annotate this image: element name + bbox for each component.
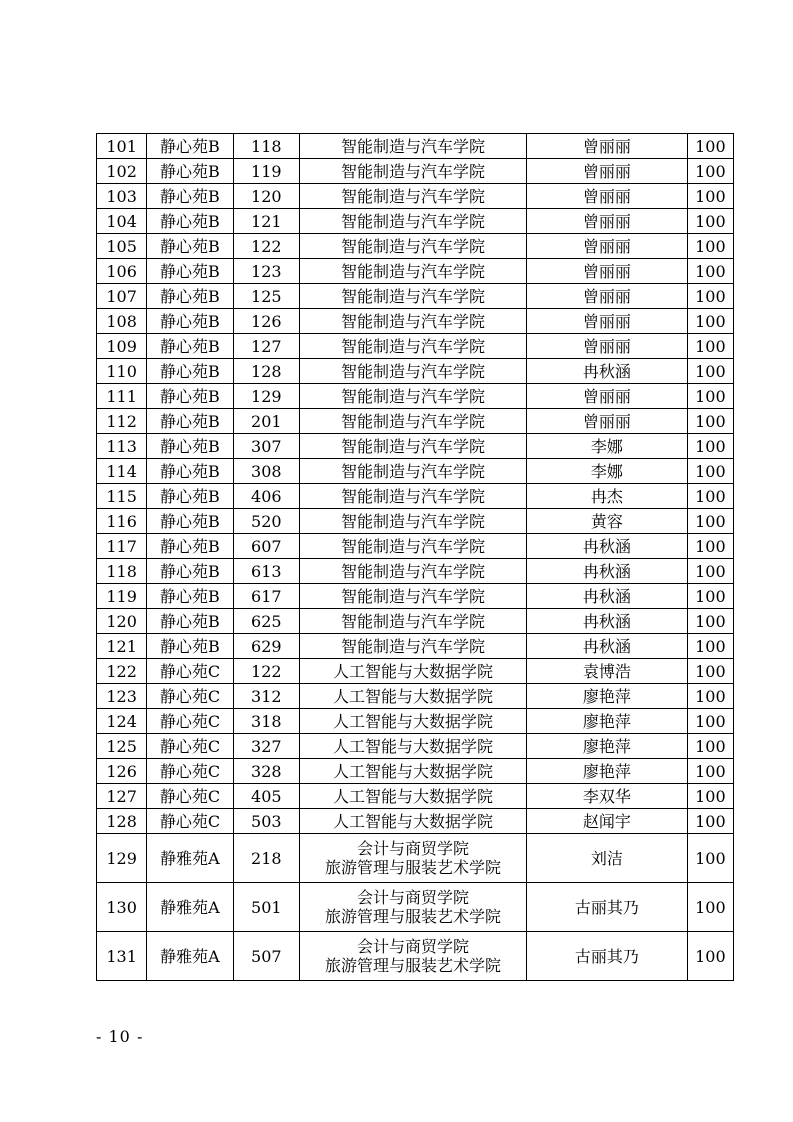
cell-number: 109 (97, 334, 147, 359)
cell-number: 110 (97, 359, 147, 384)
college-line: 人工智能与大数据学院 (332, 686, 493, 706)
cell-manager: 刘洁 (527, 834, 688, 883)
college-line: 智能制造与汽车学院 (340, 311, 485, 331)
college-line: 智能制造与汽车学院 (340, 336, 485, 356)
table-row (97, 459, 734, 484)
cell-manager: 曾丽丽 (527, 234, 688, 259)
table-row (97, 159, 734, 184)
cell-building: 静心苑B (147, 159, 233, 184)
cell-number: 107 (97, 284, 147, 309)
cell-building: 静心苑B (147, 359, 233, 384)
table-row (97, 409, 734, 434)
cell-manager: 冉秋涵 (527, 634, 688, 659)
cell-score: 100 (687, 259, 733, 284)
college-line: 人工智能与大数据学院 (332, 811, 493, 831)
college-line: 智能制造与汽车学院 (340, 361, 485, 381)
cell-score: 100 (687, 932, 733, 981)
table-row (97, 234, 734, 259)
dormitory-score-table (96, 133, 734, 981)
cell-building: 静心苑B (147, 534, 233, 559)
cell-manager: 冉秋涵 (527, 534, 688, 559)
cell-number: 131 (97, 932, 147, 981)
table-row (97, 209, 734, 234)
cell-college (299, 484, 526, 509)
cell-manager: 廖艳萍 (527, 684, 688, 709)
cell-building: 静心苑B (147, 609, 233, 634)
cell-score: 100 (687, 734, 733, 759)
cell-college (299, 559, 526, 584)
table-row (97, 932, 734, 981)
cell-room: 507 (233, 932, 299, 981)
table-row (97, 384, 734, 409)
cell-manager: 袁博浩 (527, 659, 688, 684)
table-body (97, 134, 734, 981)
college-line: 智能制造与汽车学院 (340, 161, 485, 181)
table-row (97, 734, 734, 759)
cell-college (299, 409, 526, 434)
college-line: 智能制造与汽车学院 (340, 486, 485, 506)
cell-score: 100 (687, 534, 733, 559)
college-line: 智能制造与汽车学院 (340, 536, 485, 556)
cell-room: 120 (233, 184, 299, 209)
cell-manager: 冉秋涵 (527, 359, 688, 384)
cell-building: 静心苑B (147, 634, 233, 659)
cell-room: 118 (233, 134, 299, 159)
cell-score: 100 (687, 184, 733, 209)
table-row (97, 659, 734, 684)
cell-number: 103 (97, 184, 147, 209)
cell-number: 125 (97, 734, 147, 759)
cell-manager: 李娜 (527, 459, 688, 484)
cell-score: 100 (687, 484, 733, 509)
college-line: 智能制造与汽车学院 (340, 461, 485, 481)
cell-number: 114 (97, 459, 147, 484)
cell-building: 静心苑B (147, 284, 233, 309)
cell-room: 318 (233, 709, 299, 734)
college-line: 智能制造与汽车学院 (340, 511, 485, 531)
cell-building: 静心苑B (147, 409, 233, 434)
cell-number: 101 (97, 134, 147, 159)
cell-number: 102 (97, 159, 147, 184)
college-line: 人工智能与大数据学院 (332, 761, 493, 781)
cell-number: 122 (97, 659, 147, 684)
college-line: 智能制造与汽车学院 (340, 611, 485, 631)
cell-college (299, 159, 526, 184)
table-row (97, 134, 734, 159)
table-row (97, 883, 734, 932)
cell-building: 静心苑C (147, 809, 233, 834)
cell-manager: 冉秋涵 (527, 584, 688, 609)
table-row (97, 709, 734, 734)
cell-score: 100 (687, 684, 733, 709)
cell-manager: 曾丽丽 (527, 209, 688, 234)
cell-room: 625 (233, 609, 299, 634)
cell-college (299, 734, 526, 759)
cell-building: 静雅苑A (147, 932, 233, 981)
cell-room: 129 (233, 384, 299, 409)
cell-room: 520 (233, 509, 299, 534)
cell-manager: 廖艳萍 (527, 759, 688, 784)
table-row (97, 284, 734, 309)
cell-building: 静心苑B (147, 334, 233, 359)
table-row (97, 584, 734, 609)
cell-manager: 曾丽丽 (527, 259, 688, 284)
cell-score: 100 (687, 134, 733, 159)
college-line: 智能制造与汽车学院 (340, 411, 485, 431)
cell-college (299, 134, 526, 159)
cell-room: 122 (233, 234, 299, 259)
college-line: 智能制造与汽车学院 (340, 236, 485, 256)
cell-number: 111 (97, 384, 147, 409)
cell-college (299, 809, 526, 834)
cell-room: 607 (233, 534, 299, 559)
cell-room: 123 (233, 259, 299, 284)
cell-manager: 冉杰 (527, 484, 688, 509)
college-line: 智能制造与汽车学院 (340, 211, 485, 231)
college-line: 智能制造与汽车学院 (340, 286, 485, 306)
table-row (97, 809, 734, 834)
table-row (97, 434, 734, 459)
cell-number: 106 (97, 259, 147, 284)
cell-room: 406 (233, 484, 299, 509)
cell-building: 静心苑B (147, 384, 233, 409)
cell-room: 127 (233, 334, 299, 359)
cell-building: 静心苑B (147, 484, 233, 509)
cell-room: 629 (233, 634, 299, 659)
cell-score: 100 (687, 759, 733, 784)
cell-room: 128 (233, 359, 299, 384)
cell-building: 静心苑B (147, 259, 233, 284)
table-row (97, 684, 734, 709)
cell-college (299, 184, 526, 209)
college-line: 旅游管理与服装艺术学院 (324, 956, 501, 975)
cell-score: 100 (687, 234, 733, 259)
cell-score: 100 (687, 434, 733, 459)
cell-room: 327 (233, 734, 299, 759)
cell-number: 108 (97, 309, 147, 334)
cell-building: 静雅苑A (147, 883, 233, 932)
cell-building: 静心苑C (147, 784, 233, 809)
cell-college (299, 932, 526, 981)
cell-room: 201 (233, 409, 299, 434)
cell-college (299, 459, 526, 484)
cell-college (299, 634, 526, 659)
table-row (97, 509, 734, 534)
cell-score: 100 (687, 834, 733, 883)
cell-room: 218 (233, 834, 299, 883)
cell-manager: 曾丽丽 (527, 334, 688, 359)
cell-room: 121 (233, 209, 299, 234)
cell-number: 124 (97, 709, 147, 734)
cell-building: 静心苑C (147, 684, 233, 709)
cell-room: 307 (233, 434, 299, 459)
cell-score: 100 (687, 459, 733, 484)
cell-manager: 古丽其乃 (527, 883, 688, 932)
cell-number: 127 (97, 784, 147, 809)
cell-college (299, 609, 526, 634)
cell-manager: 赵闻宇 (527, 809, 688, 834)
cell-building: 静心苑B (147, 459, 233, 484)
cell-college (299, 384, 526, 409)
cell-room: 125 (233, 284, 299, 309)
cell-building: 静心苑C (147, 734, 233, 759)
cell-score: 100 (687, 284, 733, 309)
college-line: 智能制造与汽车学院 (340, 636, 485, 656)
table-row (97, 834, 734, 883)
cell-room: 405 (233, 784, 299, 809)
table-row (97, 759, 734, 784)
cell-manager: 冉秋涵 (527, 609, 688, 634)
cell-college (299, 883, 526, 932)
cell-manager: 冉秋涵 (527, 559, 688, 584)
cell-manager: 曾丽丽 (527, 384, 688, 409)
table-row (97, 359, 734, 384)
cell-score: 100 (687, 384, 733, 409)
cell-college (299, 784, 526, 809)
cell-score: 100 (687, 609, 733, 634)
cell-score: 100 (687, 784, 733, 809)
cell-building: 静心苑B (147, 584, 233, 609)
cell-college (299, 659, 526, 684)
cell-college (299, 509, 526, 534)
cell-building: 静心苑B (147, 309, 233, 334)
table-row (97, 309, 734, 334)
cell-room: 613 (233, 559, 299, 584)
cell-college (299, 334, 526, 359)
college-line: 智能制造与汽车学院 (340, 386, 485, 406)
cell-room: 126 (233, 309, 299, 334)
cell-building: 静心苑B (147, 184, 233, 209)
table-row (97, 259, 734, 284)
cell-manager: 廖艳萍 (527, 709, 688, 734)
cell-score: 100 (687, 409, 733, 434)
cell-college (299, 359, 526, 384)
college-line: 智能制造与汽车学院 (340, 436, 485, 456)
cell-manager: 李双华 (527, 784, 688, 809)
cell-building: 静心苑B (147, 509, 233, 534)
college-line: 旅游管理与服装艺术学院 (324, 858, 501, 877)
cell-building: 静心苑B (147, 209, 233, 234)
cell-college (299, 834, 526, 883)
cell-number: 126 (97, 759, 147, 784)
cell-score: 100 (687, 334, 733, 359)
cell-number: 105 (97, 234, 147, 259)
cell-room: 503 (233, 809, 299, 834)
cell-score: 100 (687, 709, 733, 734)
cell-manager: 曾丽丽 (527, 184, 688, 209)
college-line: 会计与商贸学院 (356, 937, 469, 956)
cell-college (299, 259, 526, 284)
college-line: 智能制造与汽车学院 (340, 261, 485, 281)
cell-manager: 李娜 (527, 434, 688, 459)
cell-manager: 黄容 (527, 509, 688, 534)
cell-college (299, 434, 526, 459)
cell-number: 130 (97, 883, 147, 932)
cell-score: 100 (687, 659, 733, 684)
cell-score: 100 (687, 309, 733, 334)
cell-room: 312 (233, 684, 299, 709)
cell-number: 115 (97, 484, 147, 509)
cell-college (299, 709, 526, 734)
college-line: 会计与商贸学院 (356, 888, 469, 907)
cell-number: 121 (97, 634, 147, 659)
cell-building: 静心苑C (147, 709, 233, 734)
table-row (97, 634, 734, 659)
cell-college (299, 584, 526, 609)
college-line: 人工智能与大数据学院 (332, 711, 493, 731)
cell-building: 静心苑B (147, 134, 233, 159)
cell-number: 116 (97, 509, 147, 534)
cell-room: 328 (233, 759, 299, 784)
cell-room: 122 (233, 659, 299, 684)
table-row (97, 534, 734, 559)
cell-number: 112 (97, 409, 147, 434)
cell-college (299, 309, 526, 334)
table-row (97, 609, 734, 634)
college-line: 人工智能与大数据学院 (332, 736, 493, 756)
cell-score: 100 (687, 159, 733, 184)
cell-manager: 曾丽丽 (527, 134, 688, 159)
cell-number: 104 (97, 209, 147, 234)
cell-number: 128 (97, 809, 147, 834)
cell-building: 静心苑B (147, 234, 233, 259)
cell-college (299, 534, 526, 559)
cell-room: 308 (233, 459, 299, 484)
cell-number: 117 (97, 534, 147, 559)
college-line: 智能制造与汽车学院 (340, 186, 485, 206)
cell-building: 静雅苑A (147, 834, 233, 883)
table-row (97, 184, 734, 209)
cell-score: 100 (687, 809, 733, 834)
cell-college (299, 684, 526, 709)
college-line: 智能制造与汽车学院 (340, 586, 485, 606)
cell-number: 119 (97, 584, 147, 609)
cell-room: 617 (233, 584, 299, 609)
cell-manager: 曾丽丽 (527, 309, 688, 334)
cell-score: 100 (687, 359, 733, 384)
cell-college (299, 759, 526, 784)
college-line: 旅游管理与服装艺术学院 (324, 907, 501, 926)
cell-college (299, 234, 526, 259)
cell-score: 100 (687, 509, 733, 534)
cell-number: 120 (97, 609, 147, 634)
cell-room: 119 (233, 159, 299, 184)
college-line: 智能制造与汽车学院 (340, 561, 485, 581)
cell-manager: 曾丽丽 (527, 409, 688, 434)
cell-manager: 曾丽丽 (527, 284, 688, 309)
college-line: 人工智能与大数据学院 (332, 786, 493, 806)
cell-score: 100 (687, 883, 733, 932)
cell-room: 501 (233, 883, 299, 932)
cell-building: 静心苑B (147, 559, 233, 584)
college-line: 会计与商贸学院 (356, 839, 469, 858)
cell-manager: 廖艳萍 (527, 734, 688, 759)
cell-college (299, 209, 526, 234)
cell-college (299, 284, 526, 309)
cell-manager: 古丽其乃 (527, 932, 688, 981)
cell-number: 113 (97, 434, 147, 459)
cell-number: 129 (97, 834, 147, 883)
college-line: 智能制造与汽车学院 (340, 136, 485, 156)
table-row (97, 559, 734, 584)
cell-score: 100 (687, 584, 733, 609)
cell-building: 静心苑C (147, 759, 233, 784)
cell-building: 静心苑B (147, 434, 233, 459)
page-number: - 10 - (96, 1027, 144, 1046)
cell-building: 静心苑C (147, 659, 233, 684)
college-line: 人工智能与大数据学院 (332, 661, 493, 681)
table-row (97, 784, 734, 809)
cell-score: 100 (687, 559, 733, 584)
cell-score: 100 (687, 634, 733, 659)
cell-number: 123 (97, 684, 147, 709)
cell-manager: 曾丽丽 (527, 159, 688, 184)
table-row (97, 484, 734, 509)
table-row (97, 334, 734, 359)
cell-score: 100 (687, 209, 733, 234)
cell-number: 118 (97, 559, 147, 584)
